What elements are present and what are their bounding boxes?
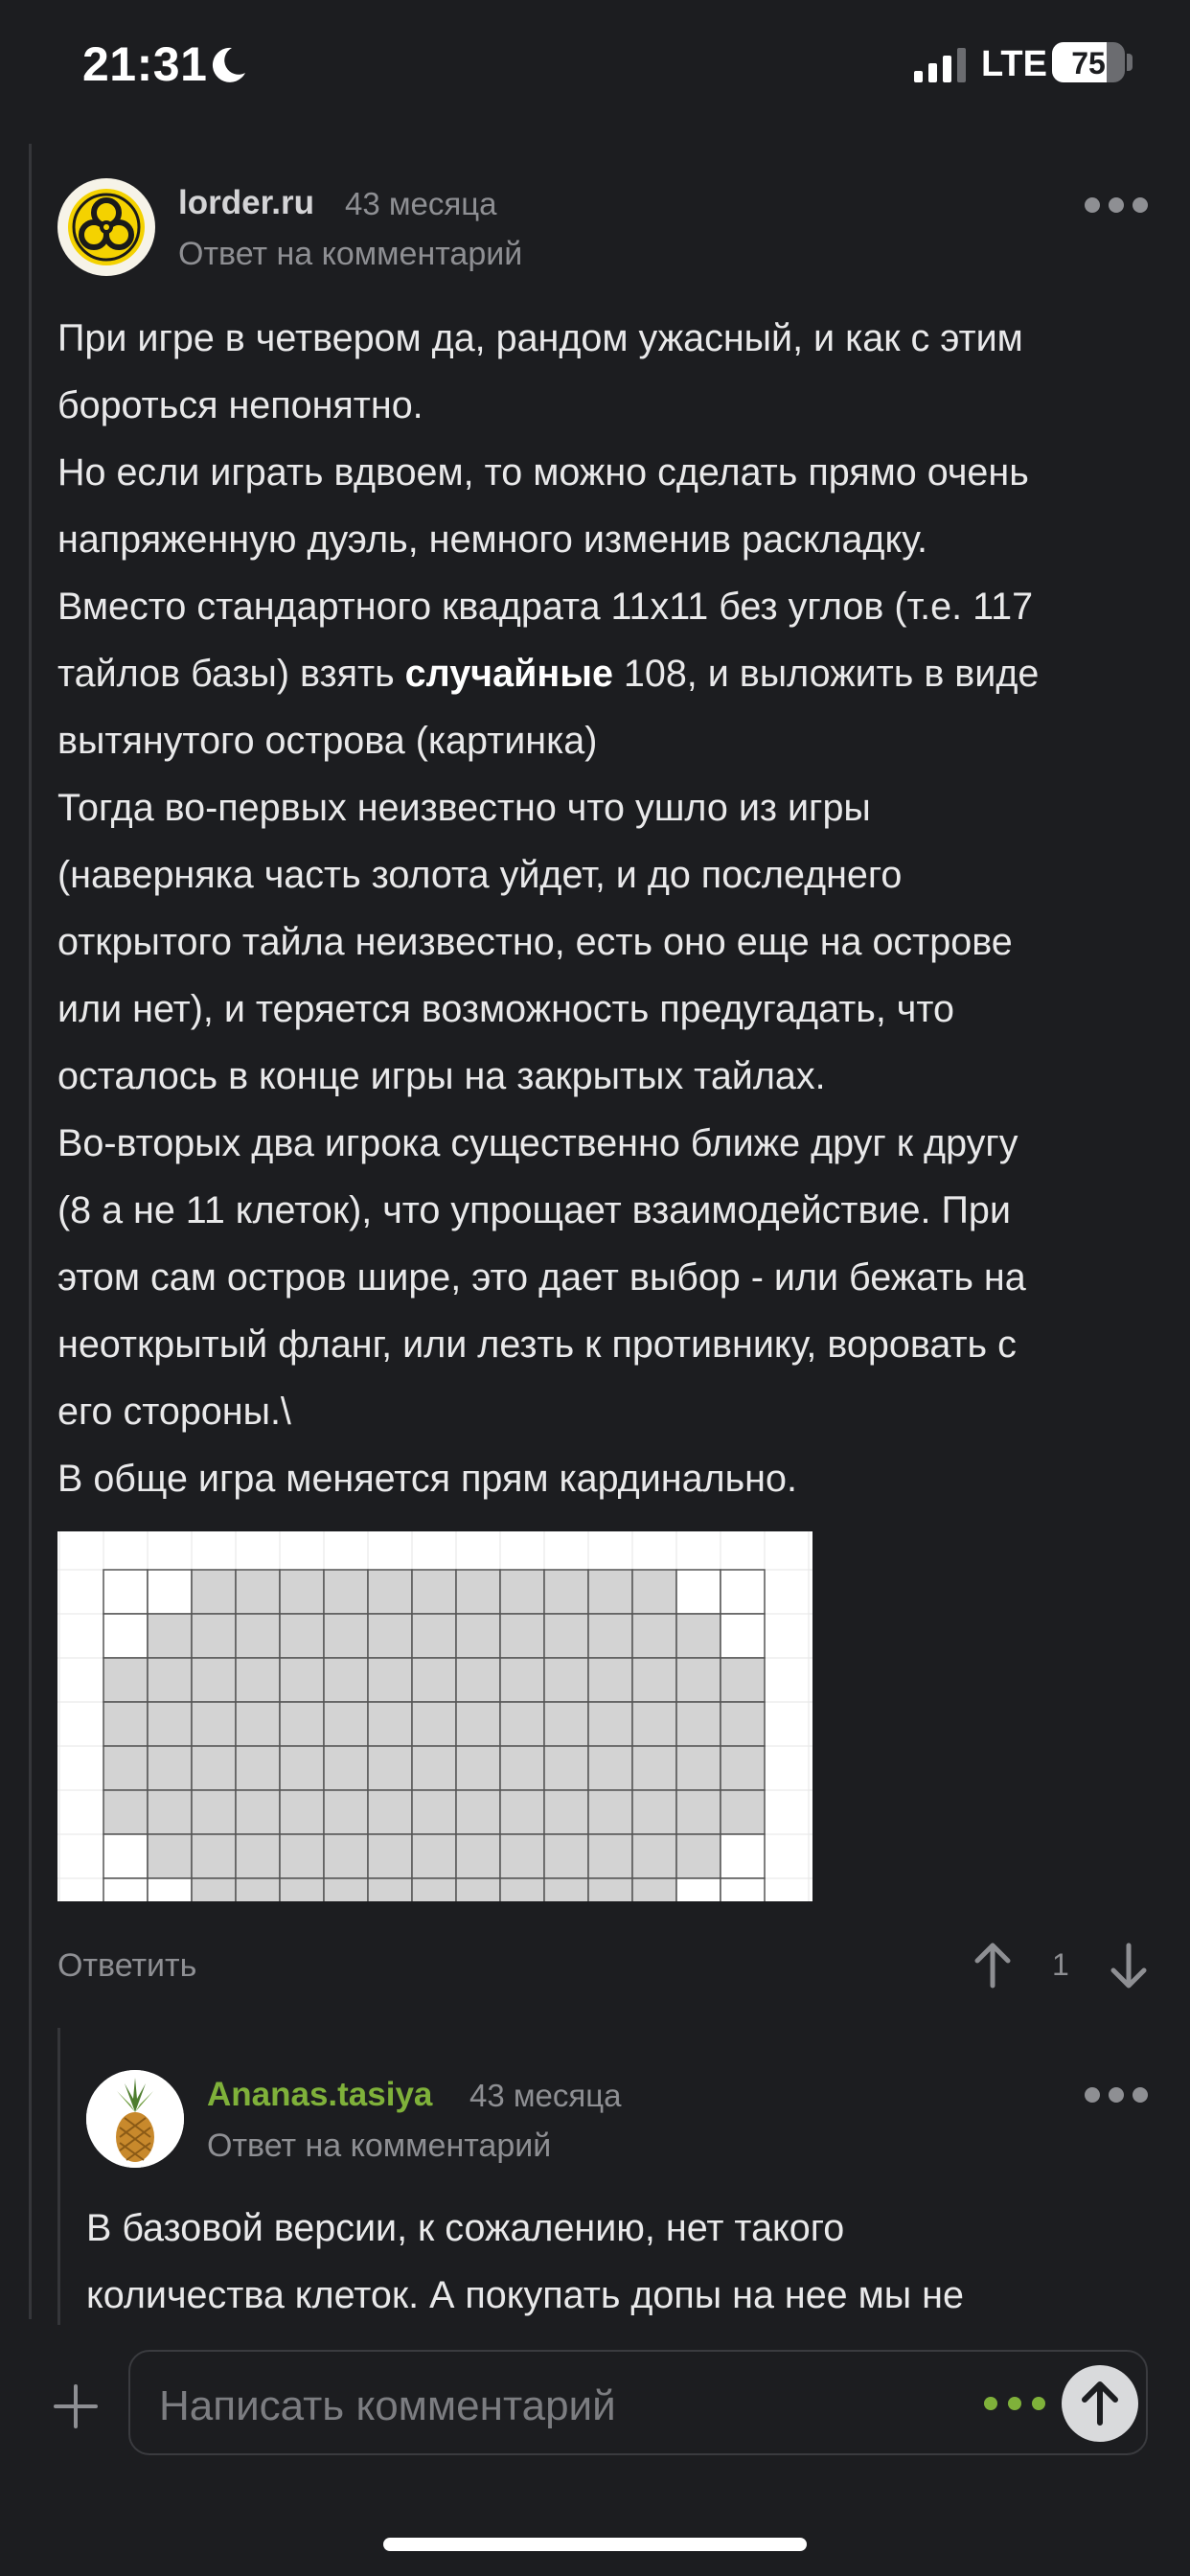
tile-cell — [236, 1878, 280, 1901]
more-options-icon[interactable] — [1083, 2083, 1150, 2106]
tile-cell — [500, 1570, 544, 1614]
comment-line: (8 а не 11 клеток), что упрощает взаимодействие. При — [57, 1189, 1011, 1231]
tile-cell — [236, 1790, 280, 1834]
empty-cell — [676, 1570, 721, 1614]
tile-cell — [368, 1834, 412, 1878]
arrow-down-icon[interactable] — [1110, 1942, 1148, 1990]
tile-cell — [412, 1790, 456, 1834]
comment-line: бороться непонятно. — [57, 384, 423, 426]
vote-count: 1 — [1052, 1947, 1069, 1982]
tile-cell — [412, 1658, 456, 1702]
tile-cell — [280, 1658, 324, 1702]
tile-cell — [324, 1702, 368, 1746]
comment-line: напряженную дуэль, немного изменив раскладку. — [57, 518, 927, 561]
tile-cell — [676, 1702, 721, 1746]
island-grid-image — [57, 1531, 812, 1901]
tile-cell — [236, 1658, 280, 1702]
tile-cell — [500, 1790, 544, 1834]
tile-cell — [632, 1658, 676, 1702]
tile-cell — [456, 1790, 500, 1834]
plus-icon[interactable] — [52, 2382, 100, 2430]
comment-line: При игре в четвером да, рандом ужасный, и как с этим — [57, 317, 1023, 359]
tile-cell — [368, 1702, 412, 1746]
tile-cell — [324, 1658, 368, 1702]
thread-line — [29, 144, 32, 2319]
more-options-icon[interactable] — [1083, 194, 1150, 217]
attached-image[interactable] — [57, 1531, 812, 1901]
reply-to-link[interactable]: Ответ на комментарий — [207, 2128, 552, 2164]
reply-line: количества клеток. А покупать допы на нее мы не — [86, 2274, 964, 2316]
tile-cell — [192, 1702, 236, 1746]
tile-cell — [588, 1878, 632, 1901]
tile-cell — [280, 1790, 324, 1834]
status-time: 21:31 — [82, 37, 208, 91]
tile-cell — [588, 1614, 632, 1658]
comment-line: или нет), и теряется возможность предугадать, что — [57, 988, 954, 1030]
tile-cell — [500, 1834, 544, 1878]
empty-cell — [103, 1834, 148, 1878]
tile-cell — [500, 1658, 544, 1702]
comment-line — [57, 640, 1150, 707]
reply-author-name[interactable]: Ananas.tasiya — [207, 2076, 433, 2113]
tile-cell — [632, 1614, 676, 1658]
battery-icon — [1052, 42, 1125, 82]
tile-cell — [676, 1658, 721, 1702]
tile-cell — [412, 1570, 456, 1614]
pineapple-icon — [86, 2070, 184, 2168]
tile-cell — [456, 1614, 500, 1658]
empty-cell — [721, 1614, 765, 1658]
tile-cell — [368, 1790, 412, 1834]
comment-line: этом сам остров шире, это дает выбор - или бежать на — [57, 1256, 1026, 1299]
moon-icon — [207, 44, 249, 86]
tile-cell — [588, 1790, 632, 1834]
empty-cell — [721, 1570, 765, 1614]
tile-cell — [368, 1878, 412, 1901]
tile-cell — [456, 1878, 500, 1901]
tile-cell — [632, 1790, 676, 1834]
tile-cell — [500, 1702, 544, 1746]
tile-cell — [148, 1834, 192, 1878]
tile-cell — [632, 1746, 676, 1790]
comment-text: 108, и выложить в виде — [623, 653, 1040, 695]
tile-cell — [456, 1658, 500, 1702]
tile-cell — [456, 1746, 500, 1790]
tile-cell — [368, 1746, 412, 1790]
tile-cell — [236, 1746, 280, 1790]
tile-cell — [103, 1702, 148, 1746]
tile-cell — [588, 1658, 632, 1702]
tile-cell — [412, 1702, 456, 1746]
battery-level: 75 — [1071, 46, 1106, 80]
tile-cell — [676, 1614, 721, 1658]
empty-cell — [721, 1878, 765, 1901]
tile-cell — [368, 1614, 412, 1658]
reply-avatar[interactable] — [86, 2070, 184, 2168]
tile-cell — [324, 1746, 368, 1790]
nested-thread-line — [57, 2028, 60, 2325]
tile-cell — [192, 1878, 236, 1901]
tile-cell — [280, 1878, 324, 1901]
comment-line: открытого тайла неизвестно, есть оно еще на острове — [57, 921, 1013, 963]
tile-cell — [148, 1790, 192, 1834]
tile-cell — [632, 1570, 676, 1614]
more-dots-icon[interactable] — [981, 2392, 1048, 2415]
tile-cell — [588, 1570, 632, 1614]
comment-line: осталось в конце игры на закрытых тайлах. — [57, 1055, 826, 1097]
tile-cell — [544, 1746, 588, 1790]
tile-cell — [148, 1614, 192, 1658]
tile-cell — [192, 1746, 236, 1790]
tile-cell — [192, 1658, 236, 1702]
tile-cell — [456, 1702, 500, 1746]
tile-cell — [280, 1746, 324, 1790]
tile-cell — [103, 1746, 148, 1790]
tile-cell — [721, 1702, 765, 1746]
tile-cell — [192, 1834, 236, 1878]
tile-cell — [588, 1702, 632, 1746]
tile-cell — [236, 1834, 280, 1878]
tile-cell — [721, 1790, 765, 1834]
network-label: LTE — [981, 44, 1047, 84]
tile-cell — [456, 1570, 500, 1614]
empty-cell — [103, 1878, 148, 1901]
tile-cell — [192, 1570, 236, 1614]
tile-cell — [676, 1790, 721, 1834]
tile-cell — [236, 1614, 280, 1658]
tile-cell — [544, 1834, 588, 1878]
bold-text: случайные — [404, 653, 613, 695]
comment-line: Тогда во-первых неизвестно что ушло из игры — [57, 787, 871, 829]
tile-cell — [544, 1570, 588, 1614]
comment-line: Вместо стандартного квадрата 11х11 без углов (т.е. 117 — [57, 586, 1034, 628]
tile-cell — [412, 1834, 456, 1878]
tile-cell — [721, 1746, 765, 1790]
tile-cell — [280, 1614, 324, 1658]
tile-cell — [544, 1614, 588, 1658]
comment-text: тайлов базы) взять — [57, 653, 395, 695]
tile-cell — [280, 1702, 324, 1746]
biohazard-icon — [57, 178, 155, 276]
signal-icon — [914, 48, 968, 82]
tile-cell — [676, 1834, 721, 1878]
empty-cell — [103, 1570, 148, 1614]
tile-cell — [236, 1570, 280, 1614]
tile-cell — [368, 1658, 412, 1702]
tile-cell — [148, 1702, 192, 1746]
tile-cell — [632, 1834, 676, 1878]
comment-line: вытянутого острова (картинка) — [57, 720, 598, 762]
tile-cell — [588, 1834, 632, 1878]
tile-cell — [148, 1658, 192, 1702]
tile-cell — [103, 1658, 148, 1702]
status-bar — [0, 0, 1190, 134]
reply-line: В базовой версии, к сожалению, нет такого — [86, 2207, 845, 2249]
tile-cell — [588, 1746, 632, 1790]
reply-to-link[interactable]: Ответ на комментарий — [178, 236, 523, 272]
tile-cell — [280, 1570, 324, 1614]
comment-placeholder: Написать комментарий — [159, 2382, 616, 2429]
arrow-up-icon[interactable] — [973, 1942, 1012, 1990]
tile-cell — [412, 1878, 456, 1901]
tile-cell — [632, 1878, 676, 1901]
tile-cell — [324, 1878, 368, 1901]
tile-cell — [544, 1878, 588, 1901]
tile-cell — [192, 1614, 236, 1658]
tile-cell — [236, 1702, 280, 1746]
tile-cell — [324, 1790, 368, 1834]
arrow-up-icon — [1062, 2365, 1138, 2442]
send-button[interactable] — [1062, 2365, 1138, 2442]
reply-body — [86, 2195, 1150, 2329]
comment-line: неоткрытый фланг, или лезть к противнику, воровать с — [57, 1323, 1017, 1366]
comment-line: Но если играть вдвоем, то можно сделать прямо очень — [57, 451, 1029, 494]
empty-cell — [721, 1834, 765, 1878]
empty-cell — [676, 1878, 721, 1901]
tile-cell — [676, 1746, 721, 1790]
tile-cell — [544, 1658, 588, 1702]
comment-body — [57, 305, 1150, 1512]
tile-cell — [721, 1658, 765, 1702]
empty-cell — [148, 1878, 192, 1901]
tile-cell — [632, 1702, 676, 1746]
comment-line: (наверняка часть золота уйдет, и до последнего — [57, 854, 903, 896]
tile-cell — [324, 1834, 368, 1878]
home-indicator — [383, 2538, 807, 2551]
tile-cell — [544, 1702, 588, 1746]
battery-tip — [1127, 54, 1133, 71]
comment-line: В обще игра меняется прям кардинально. — [57, 1458, 797, 1500]
tile-cell — [544, 1790, 588, 1834]
tile-cell — [103, 1790, 148, 1834]
comment-line: его стороны.\ — [57, 1391, 291, 1433]
reply-button[interactable]: Ответить — [57, 1947, 197, 1984]
tile-cell — [500, 1614, 544, 1658]
tile-cell — [500, 1878, 544, 1901]
tile-cell — [280, 1834, 324, 1878]
tile-cell — [324, 1614, 368, 1658]
tile-cell — [412, 1614, 456, 1658]
tile-cell — [368, 1570, 412, 1614]
reply-age: 43 месяца — [469, 2078, 622, 2113]
tile-cell — [324, 1570, 368, 1614]
empty-cell — [103, 1614, 148, 1658]
tile-cell — [148, 1746, 192, 1790]
empty-cell — [148, 1570, 192, 1614]
comment-line: Во-вторых два игрока существенно ближе друг к другу — [57, 1122, 1018, 1164]
comment-input[interactable] — [128, 2350, 1148, 2455]
tile-cell — [456, 1834, 500, 1878]
tile-cell — [192, 1790, 236, 1834]
tile-cell — [412, 1746, 456, 1790]
avatar[interactable] — [57, 178, 155, 276]
comment-age: 43 месяца — [345, 186, 497, 221]
tile-cell — [500, 1746, 544, 1790]
author-name[interactable]: lorder.ru — [178, 184, 314, 221]
